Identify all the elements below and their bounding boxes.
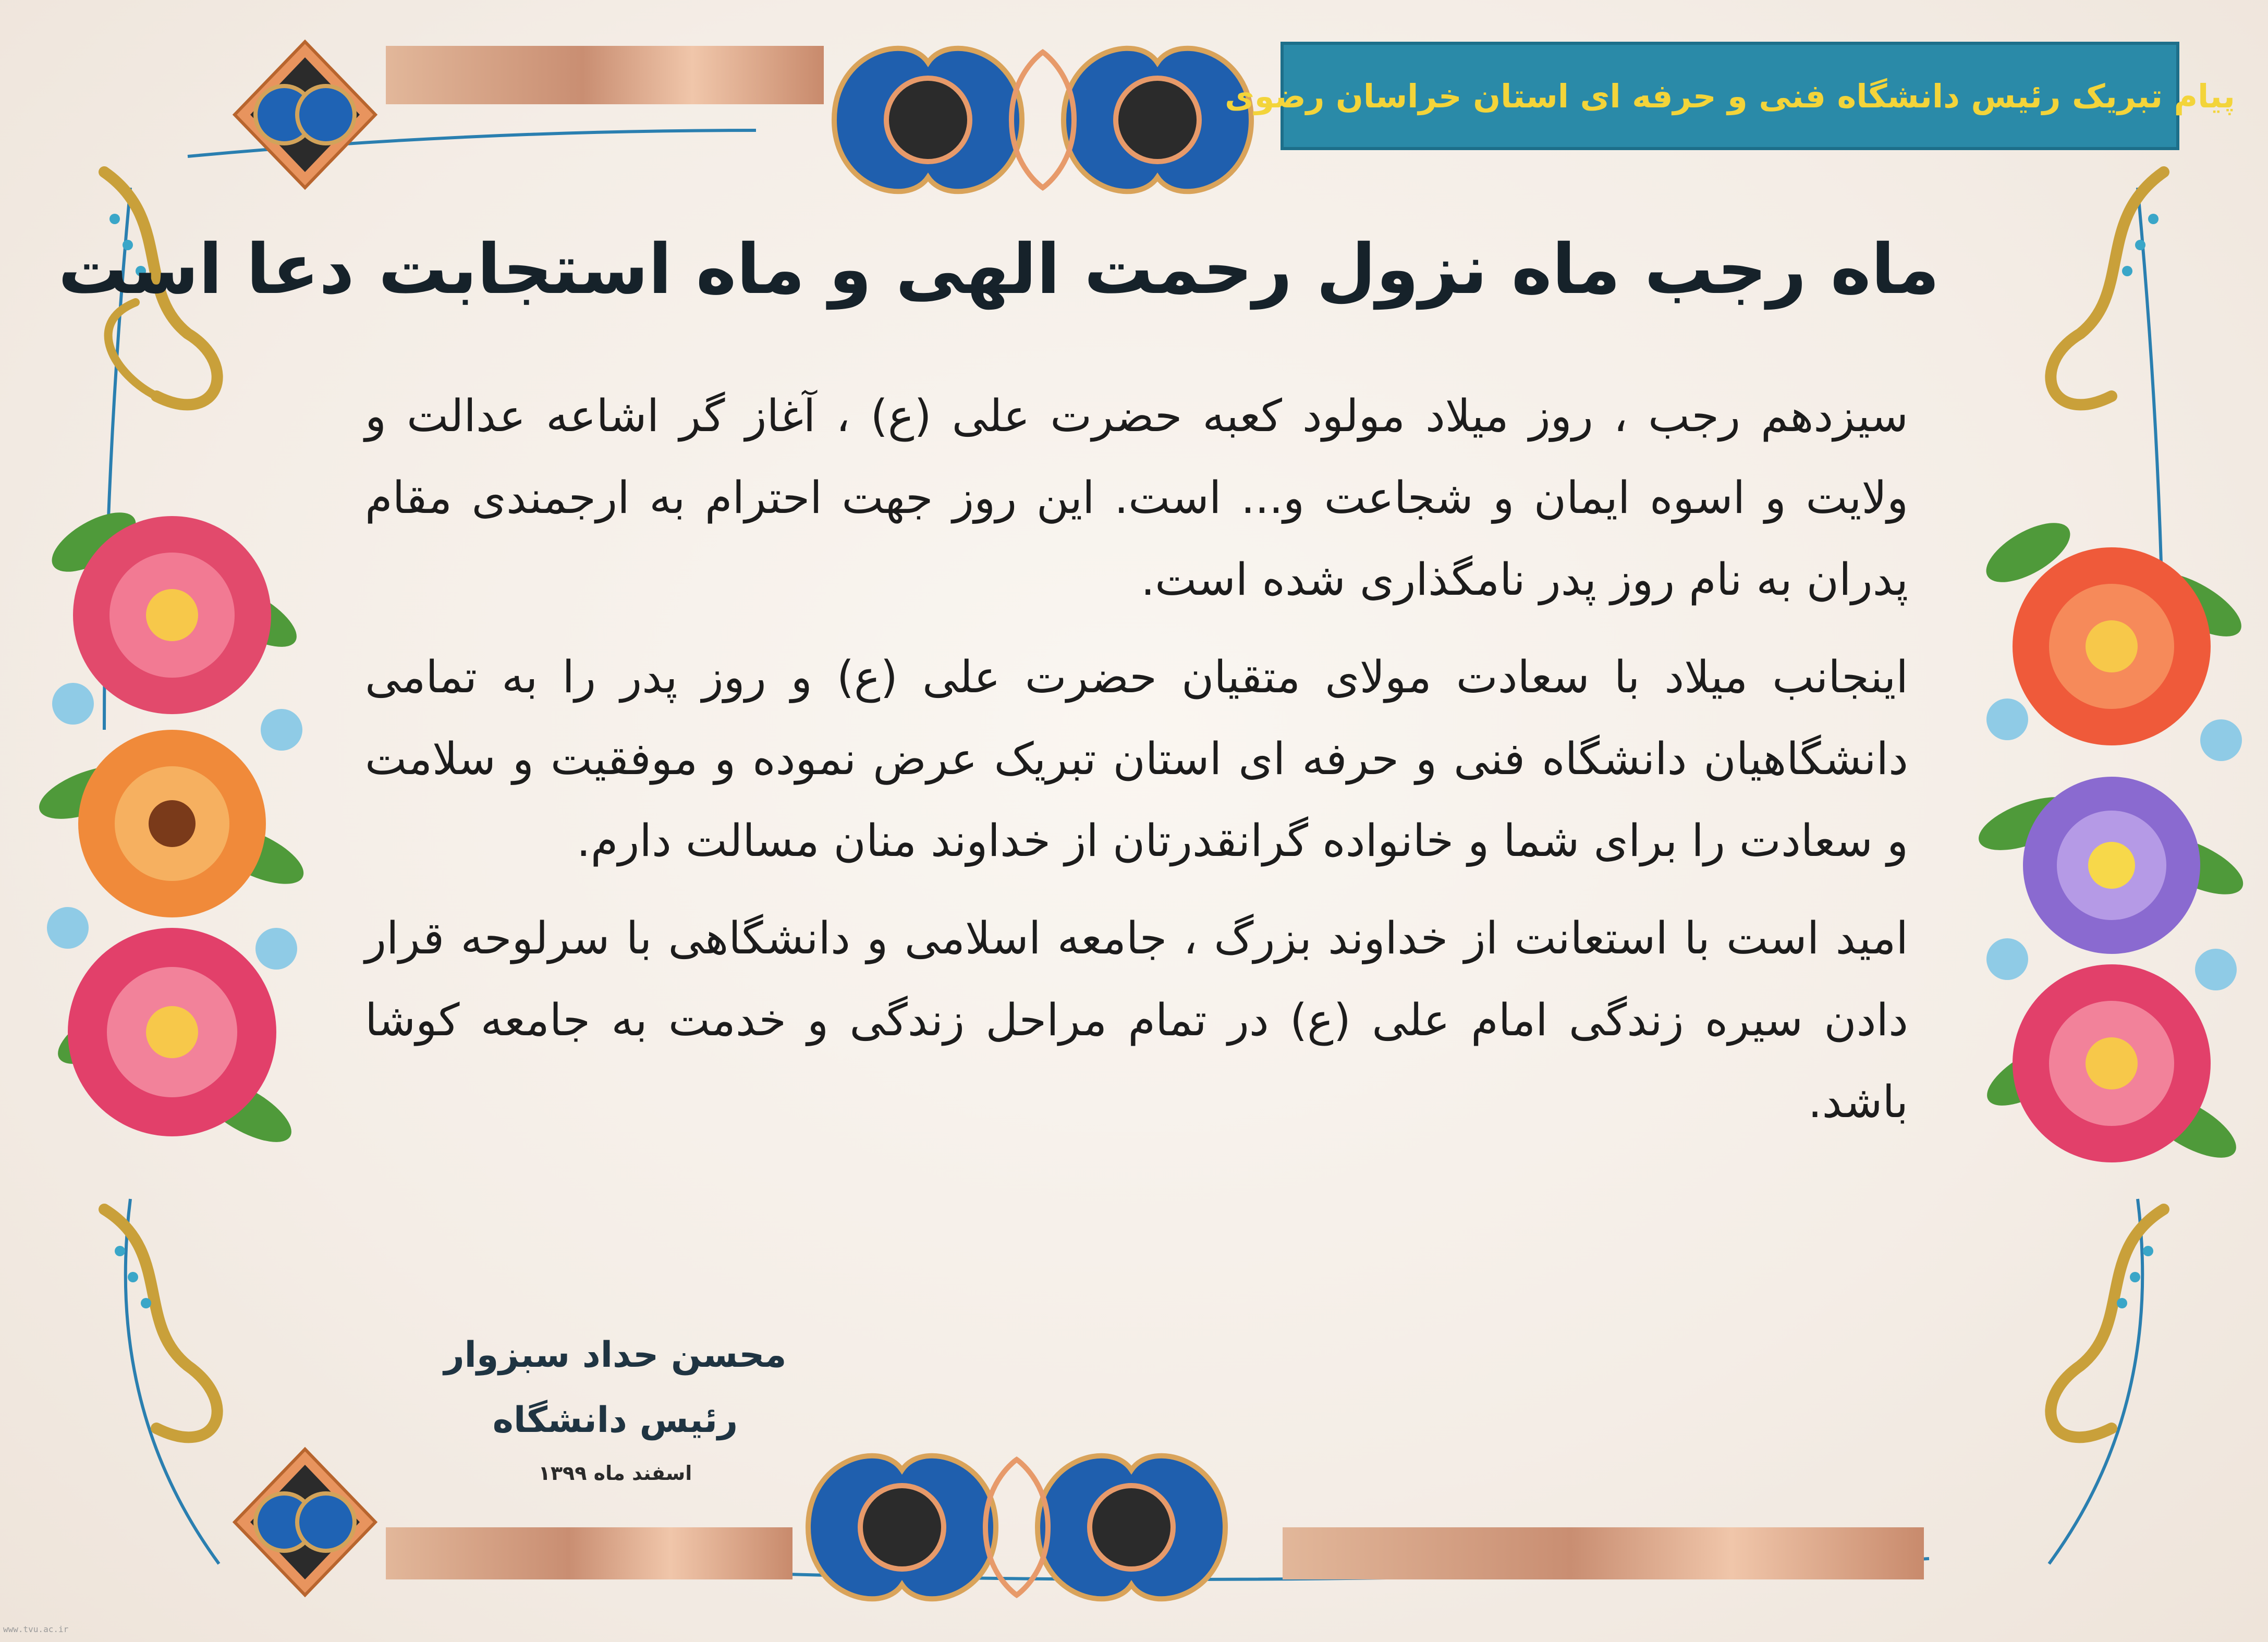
gold-bar [386,1527,792,1579]
header-banner-text: پیام تبریک رئیس دانشگاه فنی و حرفه ای استان خراسان رضوی [1225,77,2235,115]
knot-ornament-icon [224,36,386,193]
signer-title: رئیس دانشگاه [492,1400,738,1441]
message-body [365,375,1908,1159]
header-banner [1225,42,2235,150]
signature-date: اسفند ماه ۱۳۹۹ [538,1462,692,1485]
knot-ornament-icon [224,1444,386,1600]
signature-block [428,1334,803,1485]
paragraph: امید است با استعانت از خداوند بزرگ ، جامعه اسلامی و دانشگاهی با سرلوحه قرار دادن سیره زندگی امام علی (ع) در تمام مراحل زندگی و خدمت به جامعه کوشا باشد. [365,913,1908,1128]
tile-ornament-icon [756,1428,1277,1626]
paragraph: اینجانب میلاد با سعادت مولای متقیان حضرت علی (ع) و روز پدر را به تمامی دانشگاهیان دانشگاه فنی و حرفه ای استان تبریک عرض نموده و موفقیت و سلامت و سعادت را برای شما و خانواده گرانقدرتان از خداوند منان مسالت دارم. [365,652,1908,867]
footer-watermark: www.tvu.ac.ir [3,1624,69,1634]
tile-ornament-icon [782,21,1303,219]
page-title: ماه رجب ماه نزول رحمت الهی و ماه استجابت دعا است [58,229,1940,310]
floral-ornament-icon [1971,448,2252,1199]
gold-bar [386,46,824,104]
signer-name: محسن حداد سبزوار [444,1334,787,1376]
floral-ornament-icon [31,459,313,1178]
paragraph: سیزدهم رجب ، روز میلاد مولود کعبه حضرت علی (ع) ، آغاز گر اشاعه عدالت و ولایت و اسوه ایمان و شجاعت و... است. این روز جهت احترام به ارجمندی مقام پدران به نام روز پدر نامگذاری شده است. [365,390,1908,606]
gold-bar [1283,1527,1924,1579]
